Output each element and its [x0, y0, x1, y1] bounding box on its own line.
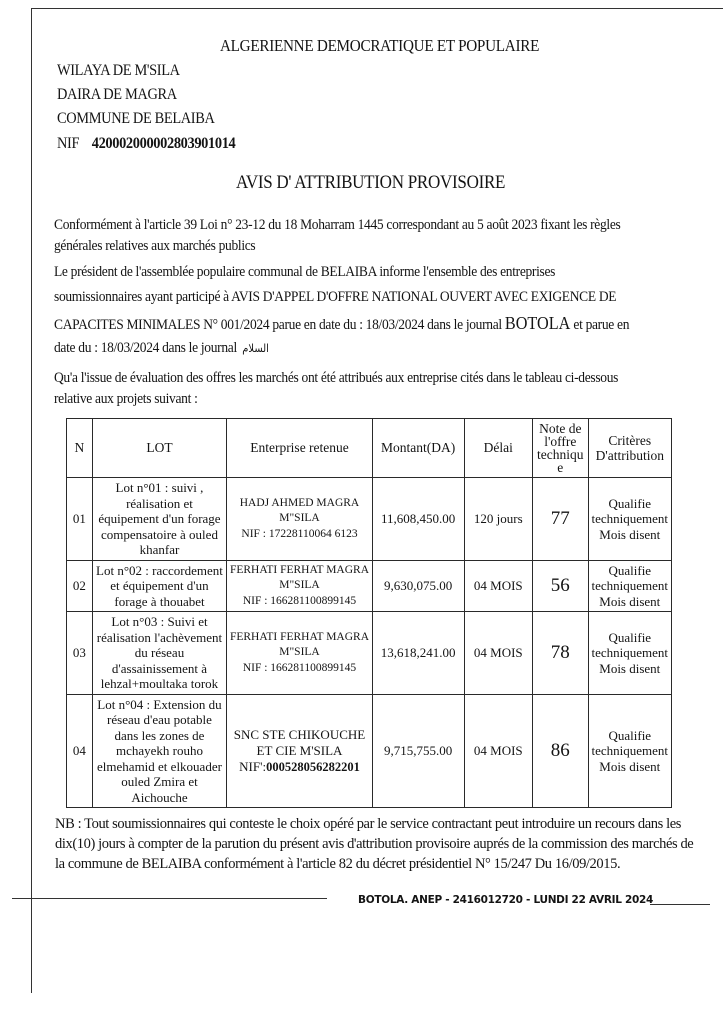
cell-delai: 04 MOIS: [464, 560, 532, 612]
enterprise-nif: NIF : 166281100899145: [242, 594, 357, 607]
cell-delai: 04 MOIS: [464, 612, 532, 695]
cell-note: 77: [533, 478, 589, 561]
nif-label: NIF: [57, 135, 80, 152]
publication-date-2: date du : 18/03/2024 dans le journal: [54, 340, 237, 356]
paragraph-legal-basis-line2: générales relatives aux marchés publics: [54, 238, 256, 254]
journal-essalam: السلام: [242, 342, 269, 355]
col-header-lot: LOT: [92, 419, 227, 478]
enterprise-nif-value: 000528056282201: [266, 759, 360, 774]
republic-heading: ALGERIENNE DEMOCRATIQUE ET POPULAIRE: [220, 36, 540, 55]
enterprise-name: FERHATI FERHAT MAGRA M"SILA: [229, 630, 370, 658]
col-header-enterprise: Enterprise retenue: [227, 419, 372, 478]
nb-appeal-notice: NB : Tout soumissionnaires qui conteste le choix opéré par le service contractant peut introduire un recours dans les dix(10) jours à compter de la parution du présent avis d'attribution provisoire auprés de la commission des marchés de la commune de BELAIBA conformément à l'article 82 du décret présidentiel N° 15/247 Du 16/09/2015.: [55, 816, 694, 872]
cell-criteres: Qualifie techniquement Mois disent: [588, 478, 671, 561]
cell-note: 56: [533, 560, 589, 612]
enterprise-nif: NIF : 166281100899145: [242, 661, 357, 674]
cell-n: 02: [67, 560, 93, 612]
cell-criteres: Qualifie techniquement Mois disent: [588, 560, 671, 612]
cell-delai: 120 jours: [464, 478, 532, 561]
cell-lot: Lot n°04 : Extension du réseau d'eau potable dans les zones de mchayekh rouho elmehamid et elkouader ouled Zmira et Aichouche: [92, 694, 227, 808]
paragraph-president-line2: soumissionnaires ayant participé à AVIS D'APPEL D'OFFRE NATIONAL OUVERT AVEC EXIGENCE DE: [54, 289, 617, 305]
cell-montant: 9,630,075.00: [372, 560, 464, 612]
cell-criteres: Qualifie techniquement Mois disent: [588, 612, 671, 695]
enterprise-name: FERHATI FERHAT MAGRA M"SILA: [229, 563, 370, 591]
cell-montant: 13,618,241.00: [372, 612, 464, 695]
col-header-montant: Montant(DA): [372, 419, 464, 478]
commune-line: COMMUNE DE BELAIBA: [57, 110, 215, 127]
table-header-row: [67, 419, 672, 478]
cell-note: 78: [533, 612, 589, 695]
cell-n: 04: [67, 694, 93, 808]
paragraph-legal-basis-line1: Conformément à l'article 39 Loi n° 23-12 du 18 Moharram 1445 correspondant au 5 août 2023 fixant les règles: [54, 217, 621, 233]
attribution-table: [66, 418, 672, 808]
cell-delai: 04 MOIS: [464, 694, 532, 808]
paragraph-president-line1: Le président de l'assemblée populaire communal de BELAIBA informe l'ensemble des entreprises: [54, 264, 556, 280]
enterprise-nif: [229, 759, 369, 776]
footer-area: [0, 874, 723, 926]
table-row: [67, 560, 672, 612]
nif-value: 420002000002803901014: [91, 135, 236, 152]
cell-lot: Lot n°03 : Suivi et réalisation l'achèvement du réseau d'assainissement à lehzal+moultaka torok: [92, 612, 227, 695]
cell-enterprise: [227, 612, 372, 695]
paragraph-results-line2: relative aux projets suivant :: [54, 391, 198, 407]
notice-title: AVIS D' ATTRIBUTION PROVISOIRE: [236, 173, 506, 193]
enterprise-name: HADJ AHMED MAGRA M"SILA: [239, 496, 360, 524]
cell-n: 01: [67, 478, 93, 561]
bottom-rule: [12, 898, 327, 899]
enterprise-nif-label: NIF':: [239, 758, 267, 774]
table-row: [67, 612, 672, 695]
cell-lot: Lot n°02 : raccordement et équipement d'un forage à thouabet: [92, 560, 227, 612]
col-header-note: Note de l'offre technique: [533, 419, 589, 478]
cell-n: 03: [67, 612, 93, 695]
wilaya-line: WILAYA DE M'SILA: [57, 62, 180, 79]
cell-enterprise: [227, 694, 372, 808]
cell-enterprise: [227, 478, 372, 561]
table-row: [67, 694, 672, 808]
published-text: et parue en: [573, 317, 630, 333]
table-row: [67, 478, 672, 561]
enterprise-name: SNC STE CHIKOUCHE ET CIE M'SILA: [233, 726, 366, 758]
cell-montant: 11,608,450.00: [372, 478, 464, 561]
cell-lot: Lot n°01 : suivi , réalisation et équipement d'un forage compensatoire à ouled khanfar: [92, 478, 227, 561]
cell-note: 86: [533, 694, 589, 808]
cell-enterprise: [227, 560, 372, 612]
col-header-delai: Délai: [464, 419, 532, 478]
cell-criteres: Qualifie techniquement Mois disent: [588, 694, 671, 808]
call-for-tender-ref: CAPACITES MINIMALES N° 001/2024 parue en date du : 18/03/2024 dans le journal: [54, 317, 502, 333]
col-header-n: N: [67, 419, 93, 478]
footer-rule: [650, 904, 710, 905]
col-header-criteres: Critères D'attribution: [588, 419, 671, 478]
enterprise-nif: NIF : 17228110064 6123: [241, 527, 358, 540]
publication-footer: BOTOLA. ANEP - 2416012720 - LUNDI 22 AVRIL 2024: [358, 894, 654, 906]
daira-line: DAIRA DE MAGRA: [57, 86, 177, 103]
journal-botola: BOTOLA: [504, 313, 571, 333]
paragraph-results-line1: Qu'a l'issue de évaluation des offres les marchés ont été attribués aux entreprise cités dans le tableau ci-dessous: [54, 370, 619, 386]
cell-montant: 9,715,755.00: [372, 694, 464, 808]
